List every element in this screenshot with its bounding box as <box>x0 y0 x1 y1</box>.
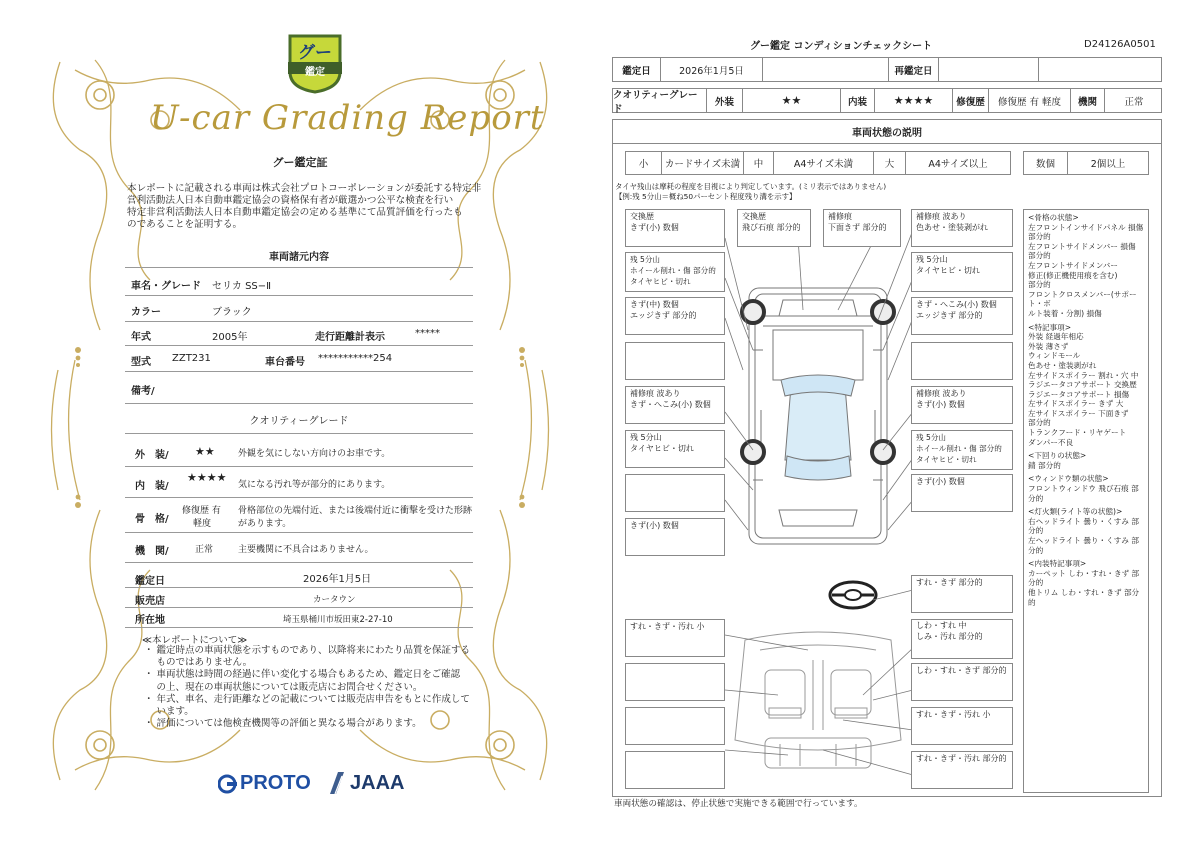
box-line: 飛び石痕 部分的 <box>742 222 801 232</box>
date-label: 鑑定日 <box>135 576 165 587</box>
ext-box-tire-rl <box>625 430 725 468</box>
box-line: 下面きず 部分的 <box>828 222 887 232</box>
condition-check-sheet <box>600 0 1200 848</box>
box-line: タイヤヒビ・切れ <box>916 265 980 275</box>
int-box-empty <box>625 751 725 789</box>
box-line: ホイール削れ・傷 部分的 <box>630 266 716 275</box>
proto-logo <box>218 772 311 795</box>
engine-label: 機関 <box>1071 89 1105 112</box>
note-line: 部分的 <box>1028 280 1051 290</box>
size-mid-desc: A4サイズ未満 <box>774 152 874 174</box>
grade-row <box>612 88 1162 113</box>
spec-row-name <box>125 270 473 296</box>
note-line: <特記事項> <box>1028 322 1072 332</box>
about-line: ・ 車両状態は時間の経過に伴い変化する場合もあるため、鑑定日をご確認 <box>144 669 461 681</box>
about-line: ・ 評価については他検査機関等の評価と異なる場合があります。 <box>144 718 422 730</box>
info-row-dealer <box>125 588 473 608</box>
badge-top-text: グー <box>298 43 332 63</box>
box-line: 補修痕 波あり <box>916 389 967 398</box>
size-small: 小 <box>626 152 662 174</box>
engine-desc: 主要機関に不具合はありません。 <box>238 545 374 555</box>
address-value: 埼玉県桶川市坂田東2-27-10 <box>283 615 393 625</box>
box-line: エッジきず 部分的 <box>630 310 697 320</box>
ext-box-empty <box>625 342 725 380</box>
note-line: 外装 薄さず <box>1028 341 1069 351</box>
spec-row-year <box>125 322 473 346</box>
sheet-footer: 車両状態の確認は、停止状態で実施できる範囲で行っています。 <box>614 799 863 809</box>
spec-row-color <box>125 296 473 322</box>
note-line: 左フロントサイドメンバー 損傷 <box>1028 241 1136 251</box>
about-heading: ≪本レポートについて≫ <box>142 635 248 646</box>
note-line: ウィンドモール <box>1028 351 1081 361</box>
info-row-address <box>125 608 473 628</box>
intro-line: のであることを証明する。 <box>127 219 243 230</box>
engine-value: 正常 <box>1124 96 1144 108</box>
size-mid: 中 <box>744 152 774 174</box>
note-line: 修正(修正機使用痕を含む) <box>1028 270 1118 280</box>
note-line: 色あせ・塗装剥がれ <box>1028 360 1097 370</box>
redate-label: 再鑑定日 <box>889 58 939 81</box>
size-small-desc: カードサイズ未満 <box>662 152 744 174</box>
int-box-front-seat <box>911 619 1013 659</box>
ext-box-left-door <box>625 386 725 424</box>
ext-box-right-door <box>911 386 1013 424</box>
intro-line: 営利活動法人日本自動車鑑定協会の資格保有者が厳選かつ公平な検査を行い <box>127 195 454 206</box>
frame-desc-cont: があります。 <box>238 519 292 529</box>
name-label: 車名・グレード <box>131 281 201 292</box>
box-line: しみ・汚れ 部分的 <box>916 631 983 641</box>
condition-heading: 車両状態の説明 <box>613 120 1161 144</box>
note-line: 他トリム しわ・すれ・きず 部分的 <box>1028 587 1140 607</box>
note-line: 錆 部分的 <box>1028 460 1061 470</box>
int-box-empty <box>625 707 725 745</box>
color-label: カラー <box>131 307 161 318</box>
ext-stars: ★★ <box>743 89 841 112</box>
frame-value: 修復歴 有 <box>182 506 221 516</box>
box-line: 補修痕 波あり <box>916 212 967 221</box>
note-line: <骨格の状態> <box>1028 213 1079 222</box>
ext-box-tire-rr <box>911 430 1013 470</box>
note-line: 外装 経過年相応 <box>1028 332 1084 342</box>
box-line: タイヤヒビ・切れ <box>630 443 694 453</box>
count-legend <box>1023 151 1149 175</box>
proto-logo-text: PROTO <box>240 772 311 794</box>
ext-box-tire-fl <box>625 252 725 292</box>
sheet-date-label: 鑑定日 <box>613 58 661 81</box>
size-legend <box>625 151 1011 175</box>
box-line: 補修痕 波あり <box>630 389 681 398</box>
condition-panel <box>612 119 1162 797</box>
quality-row-interior <box>125 467 473 498</box>
about-line: ・ 鑑定時点の車両状態を示すものであり、以降将来にわたり品質を保証する <box>144 645 471 656</box>
chassis-label: 車台番号 <box>265 357 305 368</box>
goo-kantei-badge <box>286 32 344 94</box>
box-line: きず・へこみ(小) 数個 <box>630 399 711 409</box>
int-box-console <box>911 707 1013 745</box>
name-value: セリカ SS−Ⅱ <box>212 281 272 292</box>
blank-cell <box>763 58 889 81</box>
spec-heading: 車両諸元内容 <box>125 243 473 268</box>
note-line: カーペット しわ・すれ・きず 部分的 <box>1028 568 1140 588</box>
int-label: 内装 <box>841 89 875 112</box>
ext-box-empty <box>911 342 1013 380</box>
sheet-title: グー鑑定 コンディションチェックシート <box>750 41 933 52</box>
note-line: ダンパー不良 <box>1028 437 1074 447</box>
box-line: しわ・すれ 中 <box>916 621 967 630</box>
exterior-label: 外 装/ <box>135 450 169 461</box>
ext-box-front-under <box>823 209 901 247</box>
note-line: 左サイドスポイラー 下面きず <box>1028 408 1129 418</box>
dealer-label: 販売店 <box>135 596 165 607</box>
badge-bottom-text: 鑑定 <box>305 67 325 78</box>
ext-box-empty <box>625 474 725 512</box>
color-value: ブラック <box>212 307 252 318</box>
box-line: すれ・きず・汚れ 小 <box>630 622 705 631</box>
report-script-title: U-car Grading Report <box>150 98 545 138</box>
box-line: 交換歴 <box>630 212 654 221</box>
box-line: きず(小) 数個 <box>916 399 965 409</box>
box-line: きず(小) 数個 <box>630 521 679 530</box>
about-line: の上、現在の車両状態については販売店にお問合せください。 <box>144 681 423 693</box>
about-notes <box>144 645 504 730</box>
note-line: 左サイドスポイラー 割れ・穴 中 <box>1028 370 1139 380</box>
size-large: 大 <box>874 152 906 174</box>
note-line: 左フロントインサイドパネル 損傷 <box>1028 222 1144 232</box>
repair-value: 修復歴 有 軽度 <box>989 89 1071 112</box>
intro-line: 本レポートに記載される車両は株式会社プロトコーポレーションが委託する特定非 <box>127 183 482 194</box>
box-line: 残 5分山 <box>630 433 662 442</box>
frame-label: 骨 格/ <box>135 514 169 525</box>
ext-box-front-center <box>737 209 811 247</box>
ext-box-rear-left <box>625 518 725 556</box>
certificate-heading: グー鑑定証 <box>272 156 328 169</box>
quality-row-frame <box>125 498 473 533</box>
count-desc: 2個以上 <box>1090 159 1126 170</box>
int-box-headliner <box>625 619 725 657</box>
box-line: エッジきず 部分的 <box>916 310 983 320</box>
interior-label: 内 装/ <box>135 481 169 492</box>
box-line: 色あせ・塗装剥がれ <box>916 222 988 232</box>
box-line: すれ・きず 部分的 <box>916 578 983 587</box>
box-line: きず(小) 数個 <box>630 222 679 232</box>
mileage-value: ***** <box>415 328 440 339</box>
sheet-date-value: 2026年1月5日 <box>661 58 763 81</box>
box-line: 残 5分山 <box>916 255 948 264</box>
date-row <box>612 57 1162 82</box>
ext-box-tire-fr <box>911 252 1013 292</box>
box-line: 残 5分山 <box>916 433 947 442</box>
qg-label: クオリティーグレード <box>613 89 707 112</box>
box-line: きず(小) 数個 <box>916 477 965 486</box>
box-line: すれ・きず・汚れ 小 <box>916 710 991 719</box>
note-line: <ウィンドウ類の状態> <box>1028 474 1109 484</box>
chassis-value: ***********254 <box>318 353 393 364</box>
int-box-empty <box>625 663 725 701</box>
intro-line: 特定非営利活動法人日本自動車鑑定協会の定める基準にて品質評価を行ったも <box>127 207 463 218</box>
note-line: 左ヘッドライト 曇り・くすみ 部分的 <box>1028 536 1139 555</box>
note-line: <下回りの状態> <box>1028 451 1087 461</box>
redate-value <box>939 58 1039 81</box>
frame-desc: 骨格部位の先端付近、または後端付近に衝撃を受けた形跡 <box>238 506 473 516</box>
ext-label: 外装 <box>707 89 743 112</box>
engine-label: 機 関/ <box>135 546 169 557</box>
model-value: ZZT231 <box>172 353 211 364</box>
tire-note: タイヤ残山は摩耗の程度を目視により判定しています。(ミリ表示ではありません) <box>615 182 887 191</box>
box-line: 補修痕 <box>828 212 852 221</box>
note-line: ラジエータコアサポート 交換歴 <box>1028 380 1137 390</box>
about-line: います。 <box>144 706 194 718</box>
note-line: 左フロントサイドメンバー <box>1028 260 1118 270</box>
box-line: タイヤヒビ・切れ <box>916 455 977 464</box>
model-label: 型式 <box>131 357 151 368</box>
quality-row-exterior <box>125 436 473 467</box>
notes-panel <box>1023 209 1149 793</box>
year-label: 年式 <box>131 332 151 343</box>
size-large-desc: A4サイズ以上 <box>928 159 988 170</box>
note-line: 右ヘッドライト 曇り・くすみ 部分的 <box>1028 516 1139 536</box>
jaaa-logo <box>328 770 404 796</box>
exterior-stars: ★★ <box>195 445 215 458</box>
engine-value: 正常 <box>195 545 214 555</box>
note-line: フロントウィンドウ 飛び石痕 部分的 <box>1028 484 1139 503</box>
proto-mark-icon <box>218 773 238 795</box>
note-line: 部分的 <box>1028 232 1051 242</box>
mileage-label: 走行距離計表示 <box>315 332 385 343</box>
box-line: タイヤヒビ・切れ <box>630 277 691 286</box>
note-line: トランクフード・リヤゲート <box>1028 428 1127 438</box>
box-line: すれ・きず・汚れ 部分的 <box>916 754 1007 763</box>
jaaa-logo-text: JAAA <box>350 771 405 794</box>
ext-box-front-right <box>911 209 1013 247</box>
tire-example: 【例:残 5分山＝概ね50パーセント程度残り溝を示す】 <box>615 192 797 201</box>
frame-value-level: 軽度 <box>193 519 212 529</box>
box-line: 交換歴 <box>742 212 766 221</box>
note-line: <灯火類(ライト等の状態)> <box>1028 507 1123 517</box>
dealer-value: カータウン <box>313 595 356 605</box>
ext-box-front-left <box>625 209 725 247</box>
doc-id: D24126A0501 <box>1084 39 1156 50</box>
note-line: ラジエータコアサポート 損傷 <box>1028 389 1130 399</box>
repair-label: 修復歴 <box>953 89 989 112</box>
note-line: 部分的 <box>1028 251 1051 261</box>
interior-desc: 気になる汚れ等が部分的にあります。 <box>238 480 391 490</box>
count-label: 数個 <box>1024 152 1068 174</box>
note-line: フロントクロスメンバー(サポート・ボ <box>1028 289 1137 309</box>
ext-box-left-front <box>625 297 725 335</box>
ext-box-right-front <box>911 297 1013 335</box>
box-line: しわ・すれ・きず 部分的 <box>916 666 1007 675</box>
quality-row-engine <box>125 533 473 563</box>
remarks-label: 備考/ <box>131 386 155 397</box>
year-value: 2005年 <box>212 332 248 343</box>
note-line: ルト装着・分割) 損傷 <box>1028 308 1102 318</box>
spec-row-model <box>125 346 473 372</box>
int-box-dashboard <box>911 575 1013 613</box>
address-label: 所在地 <box>135 615 165 626</box>
note-line: 部分的 <box>1028 418 1051 428</box>
about-line: ものではありません。 <box>144 657 253 669</box>
jaaa-mark-icon <box>328 770 346 796</box>
date-value: 2026年1月5日 <box>303 574 372 585</box>
notes-list <box>1028 213 1144 607</box>
interior-stars: ★★★★ <box>187 471 227 484</box>
ext-box-rear-right <box>911 474 1013 512</box>
about-line: ・ 年式、車名、走行距離などの記載については販売店申告をもとに作成して <box>144 693 470 705</box>
int-stars: ★★★★ <box>875 89 953 112</box>
info-row-date <box>125 566 473 588</box>
box-line: 残 5分山 <box>630 255 661 264</box>
quality-heading: クオリティーグレード <box>125 406 473 434</box>
box-line: ホイール削れ・傷 部分的 <box>916 444 1002 453</box>
box-line: きず(中) 数個 <box>630 300 679 309</box>
note-line: <内装特記事項> <box>1028 559 1087 569</box>
int-box-rear-seat <box>911 751 1013 789</box>
certificate-intro <box>127 183 497 231</box>
blank-cell <box>1039 58 1163 81</box>
exterior-desc: 外観を気にしない方向けのお車です。 <box>238 449 391 459</box>
int-box-door-trim <box>911 663 1013 701</box>
note-line: 左サイドスポイラー きず 大 <box>1028 399 1124 409</box>
spec-row-remarks <box>125 372 473 404</box>
box-line: きず・へこみ(小) 数個 <box>916 300 997 309</box>
